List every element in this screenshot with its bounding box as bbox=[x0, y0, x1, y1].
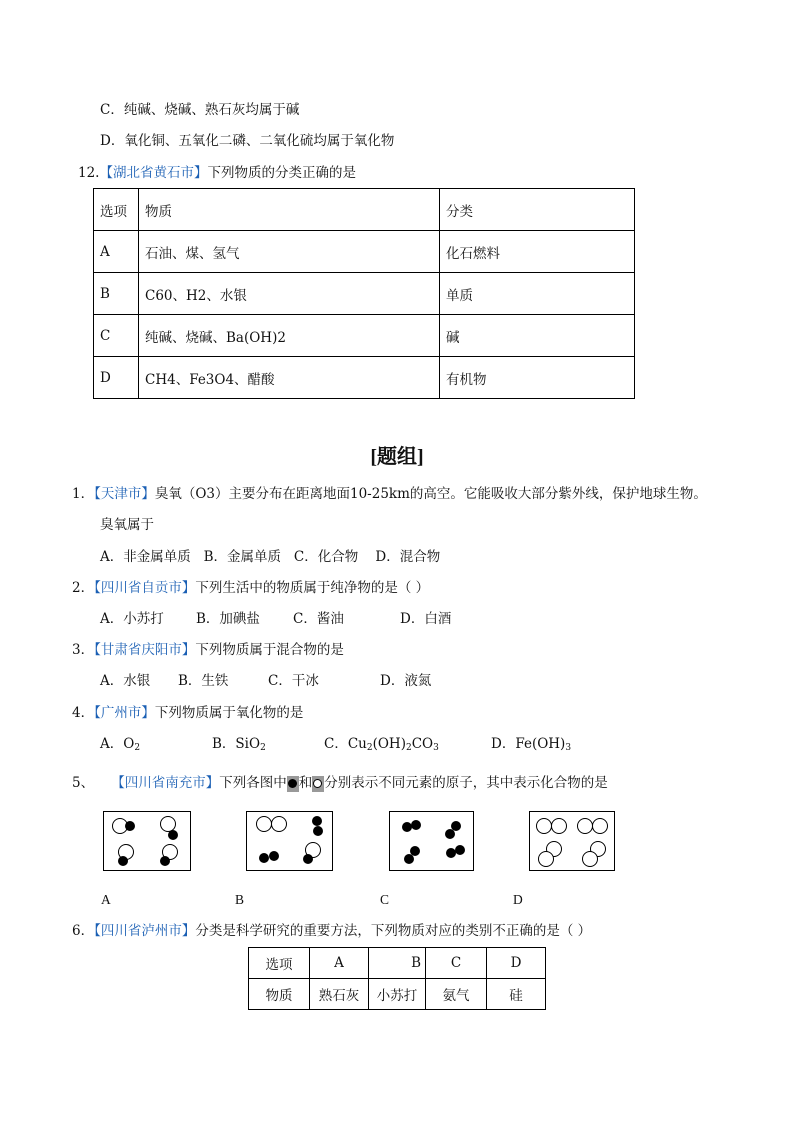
table-cell: CH4、Fe3O4、醋酸 bbox=[139, 357, 440, 399]
table-cell: 石油、煤、氢气 bbox=[139, 231, 440, 273]
option-d: D．$Fe(OH)_3$ bbox=[491, 736, 572, 753]
black-atom-icon bbox=[287, 776, 299, 792]
black-atom bbox=[303, 854, 313, 864]
table-cell: B bbox=[369, 948, 426, 979]
white-atom bbox=[592, 818, 608, 834]
option-a: A．$O_2$ bbox=[100, 736, 141, 753]
question-source: 【四川省南充市】 bbox=[111, 775, 220, 791]
question-6 bbox=[72, 921, 591, 941]
question-text: 下列物质属于氧化物的是 bbox=[154, 705, 304, 721]
option-d-line: D．氧化铜、五氧化二磷、二氧化硫均属于氧化物 bbox=[100, 133, 395, 149]
question-source: 【天津市】 bbox=[94, 486, 155, 502]
question-1-options: A．非金属单质 B．金属单质 C．化合物 D．混合物 bbox=[100, 549, 441, 565]
diagram-c bbox=[389, 811, 474, 871]
table-header-cell: 物质 bbox=[139, 189, 440, 231]
question-number: 5、 bbox=[72, 775, 95, 791]
question-12 bbox=[78, 163, 356, 183]
table-cell: 化石燃料 bbox=[440, 231, 635, 273]
diagram-a bbox=[103, 811, 191, 871]
q12-table bbox=[93, 188, 635, 399]
option-c: C．干冰 bbox=[268, 673, 319, 689]
table-cell: 小苏打 bbox=[369, 979, 426, 1010]
black-atom bbox=[168, 830, 178, 840]
diagram-label: B bbox=[235, 892, 245, 907]
table-row bbox=[94, 315, 635, 357]
question-5 bbox=[72, 773, 608, 793]
q6-table bbox=[248, 947, 546, 1010]
question-source: 【甘肃省庆阳市】 bbox=[94, 642, 196, 658]
table-cell: 有机物 bbox=[440, 357, 635, 399]
diagram-label: C bbox=[380, 892, 390, 907]
white-atom bbox=[536, 818, 552, 834]
white-atom bbox=[538, 851, 554, 867]
diagram-b bbox=[246, 811, 333, 871]
table-cell: 物质 bbox=[249, 979, 310, 1010]
black-atom bbox=[451, 821, 461, 831]
table-cell: A bbox=[310, 948, 369, 979]
diagram-label: D bbox=[513, 892, 523, 907]
table-header-row bbox=[94, 189, 635, 231]
white-atom bbox=[256, 816, 272, 832]
table-cell: C bbox=[426, 948, 487, 979]
black-atom bbox=[455, 845, 465, 855]
white-atom bbox=[582, 851, 598, 867]
black-atom bbox=[259, 853, 269, 863]
question-number: 4． bbox=[72, 705, 95, 721]
option-b: B．加碘盐 bbox=[196, 611, 260, 627]
option-c: C．$Cu_2(OH)_2CO_3$ bbox=[324, 736, 439, 753]
option-b: B．生铁 bbox=[178, 673, 229, 689]
diagram-label: A bbox=[101, 892, 111, 907]
black-atom bbox=[125, 821, 135, 831]
black-atom bbox=[118, 856, 128, 866]
option-a: A．水银 bbox=[100, 673, 151, 689]
question-text: 分类是科学研究的重要方法，下列物质对应的类别不正确的是（ ） bbox=[195, 923, 592, 939]
table-cell: 纯碱、烧碱、Ba(OH)2 bbox=[139, 315, 440, 357]
table-row bbox=[249, 948, 546, 979]
table-row bbox=[94, 357, 635, 399]
white-atom bbox=[271, 816, 287, 832]
white-atom bbox=[577, 818, 593, 834]
table-cell: A bbox=[94, 231, 139, 273]
question-text: 和 bbox=[298, 775, 313, 791]
question-text: 下列生活中的物质属于纯净物的是（ ） bbox=[195, 580, 430, 596]
question-number: 1． bbox=[72, 486, 95, 502]
diagram-d bbox=[529, 811, 615, 871]
black-atom bbox=[410, 846, 420, 856]
table-row bbox=[94, 273, 635, 315]
table-cell: 氨气 bbox=[426, 979, 487, 1010]
table-cell: 选项 bbox=[249, 948, 310, 979]
table-cell: C60、H2、水银 bbox=[139, 273, 440, 315]
table-cell: C bbox=[94, 315, 139, 357]
question-source: 【湖北省黄石市】 bbox=[99, 165, 208, 181]
question-number: 3． bbox=[72, 642, 95, 658]
question-text: 臭氧（O3）主要分布在距离地面10-25km的高空。它能吸收大部分紫外线，保护地球生物。 bbox=[154, 486, 707, 502]
section-heading: [题组] bbox=[370, 446, 424, 468]
question-text: 下列各图中 bbox=[219, 775, 287, 791]
table-row bbox=[249, 979, 546, 1010]
question-source: 【四川省泸州市】 bbox=[94, 923, 196, 939]
option-d: D．液氮 bbox=[380, 673, 432, 689]
table-cell: 单质 bbox=[440, 273, 635, 315]
question-source: 【广州市】 bbox=[94, 705, 155, 721]
option-a: A．小苏打 bbox=[100, 611, 164, 627]
option-b: B．SiO$_2$ bbox=[212, 736, 266, 753]
table-cell: 熟石灰 bbox=[310, 979, 369, 1010]
option-c-line: C．纯碱、烧碱、熟石灰均属于碱 bbox=[100, 102, 300, 118]
question-source: 【四川省自贡市】 bbox=[94, 580, 196, 596]
table-row bbox=[94, 231, 635, 273]
table-cell: 碱 bbox=[440, 315, 635, 357]
question-number: 2． bbox=[72, 580, 95, 596]
table-header-cell: 选项 bbox=[94, 189, 139, 231]
question-text: 分别表示不同元素的原子，其中表示化合物的是 bbox=[324, 775, 608, 791]
table-cell: D bbox=[487, 948, 546, 979]
black-atom bbox=[312, 816, 322, 826]
option-d: D．白酒 bbox=[400, 611, 452, 627]
table-cell: B bbox=[94, 273, 139, 315]
black-atom bbox=[313, 826, 323, 836]
question-1 bbox=[72, 484, 707, 504]
white-atom bbox=[551, 818, 567, 834]
black-atom bbox=[269, 851, 279, 861]
question-number: 6． bbox=[72, 923, 95, 939]
table-header-cell: 分类 bbox=[440, 189, 635, 231]
question-text: 下列物质的分类正确的是 bbox=[207, 165, 356, 181]
question-1-continued: 臭氧属于 bbox=[100, 517, 154, 533]
option-c: C．酱油 bbox=[293, 611, 344, 627]
white-atom-icon bbox=[312, 776, 324, 792]
question-number: 12. bbox=[78, 165, 100, 181]
table-cell: D bbox=[94, 357, 139, 399]
question-3 bbox=[72, 640, 344, 660]
question-text: 下列物质属于混合物的是 bbox=[195, 642, 344, 658]
black-atom bbox=[160, 856, 170, 866]
table-cell: 硅 bbox=[487, 979, 546, 1010]
black-atom bbox=[411, 820, 421, 830]
question-4 bbox=[72, 703, 303, 723]
question-2 bbox=[72, 578, 429, 598]
